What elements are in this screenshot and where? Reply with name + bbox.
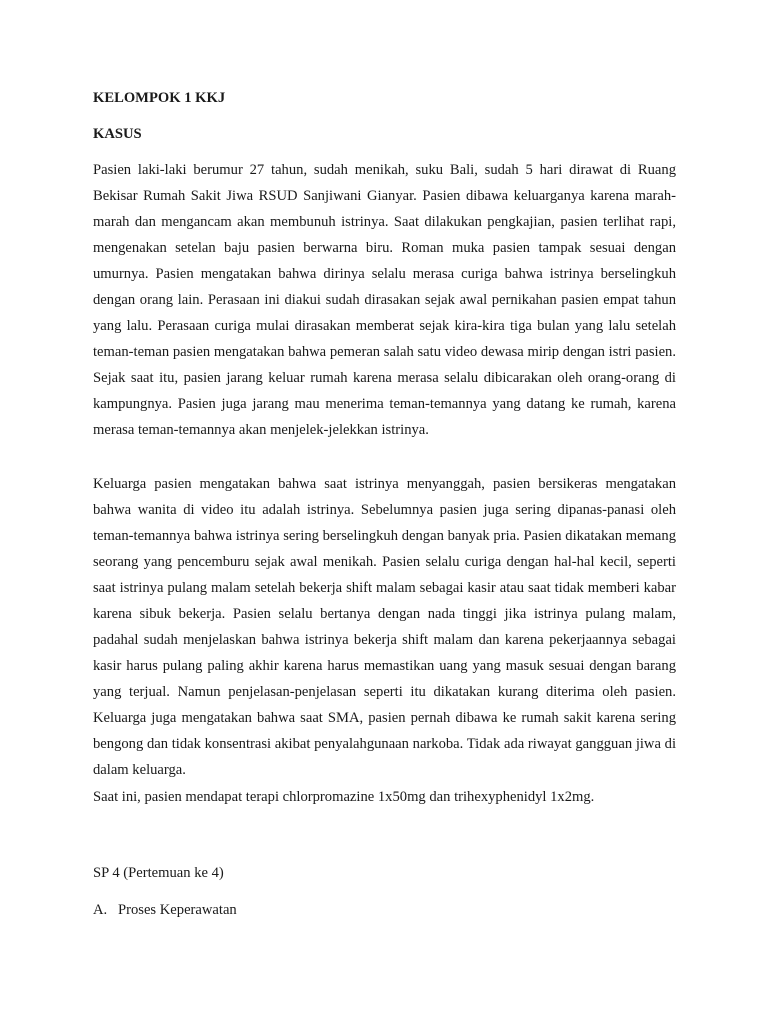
therapy-paragraph: Saat ini, pasien mendapat terapi chlorpromazine 1x50mg dan trihexyphenidyl 1x2mg. <box>93 789 595 805</box>
list-marker: A. <box>93 902 108 918</box>
list-item <box>93 897 237 923</box>
case-paragraph-2: Keluarga pasien mengatakan bahwa saat istrinya menyanggah, pasien bersikeras mengatakan bahwa wanita di video itu adalah istrinya. Sebelumnya pasien juga sering dipanas-panasi oleh teman-temannya bahwa istrinya sering berselingkuh dengan banyak pria. Pasien dikatakan memang seorang yang pencemburu sejak awal menikah. Pasien selalu curiga dengan hal-hal kecil, seperti saat istrinya pulang malam setelah bekerja shift malam sebagai kasir atau saat tidak memberi kabar karena sibuk bekerja. Pasien selalu bertanya dengan nada tinggi jika istrinya pulang malam, padahal sudah menjelaskan bahwa istrinya bekerja shift malam dan karena pekerjaannya sebagai kasir harus pulang paling akhir karena harus memastikan uang yang masuk sesuai dengan barang yang terjual. Namun penjelasan-penjelasan seperti itu dikatakan kurang diterima oleh pasien. Keluarga juga mengatakan bahwa saat SMA, pasien pernah dibawa ke rumah sakit karena sering bengong dan tidak konsentrasi akibat penyalahgunaan narkoba. Tidak ada riwayat gangguan jiwa di dalam keluarga. <box>93 476 676 778</box>
document-title: KELOMPOK 1 KKJ <box>93 90 226 106</box>
list-item-text: Proses Keperawatan <box>118 902 237 918</box>
sp-heading: SP 4 (Pertemuan ke 4) <box>93 865 224 881</box>
case-paragraph-1: Pasien laki-laki berumur 27 tahun, sudah menikah, suku Bali, sudah 5 hari dirawat di Ruang Bekisar Rumah Sakit Jiwa RSUD Sanjiwani Gianyar. Pasien dibawa keluarganya karena marah-marah dan mengancam akan membunuh istrinya. Saat dilakukan pengkajian, pasien terlihat rapi, mengenakan setelan baju pasien berwarna biru. Roman muka pasien tampak sesuai dengan umurnya. Pasien mengatakan bahwa dirinya selalu merasa curiga bahwa istrinya berselingkuh dengan orang lain. Perasaan ini diakui sudah dirasakan sejak awal pernikahan pasien empat tahun yang lalu. Perasaan curiga mulai dirasakan memberat sejak kira-kira tiga bulan yang lalu setelah teman-teman pasien mengatakan bahwa pemeran salah satu video dewasa mirip dengan istri pasien. Sejak saat itu, pasien jarang keluar rumah karena merasa selalu dibicarakan oleh orang-orang di kampungnya. Pasien juga jarang mau menerima teman-temannya yang datang ke rumah, karena merasa teman-temannya akan menjelek-jelekkan istrinya. <box>93 162 676 438</box>
section-heading-kasus: KASUS <box>93 126 142 142</box>
